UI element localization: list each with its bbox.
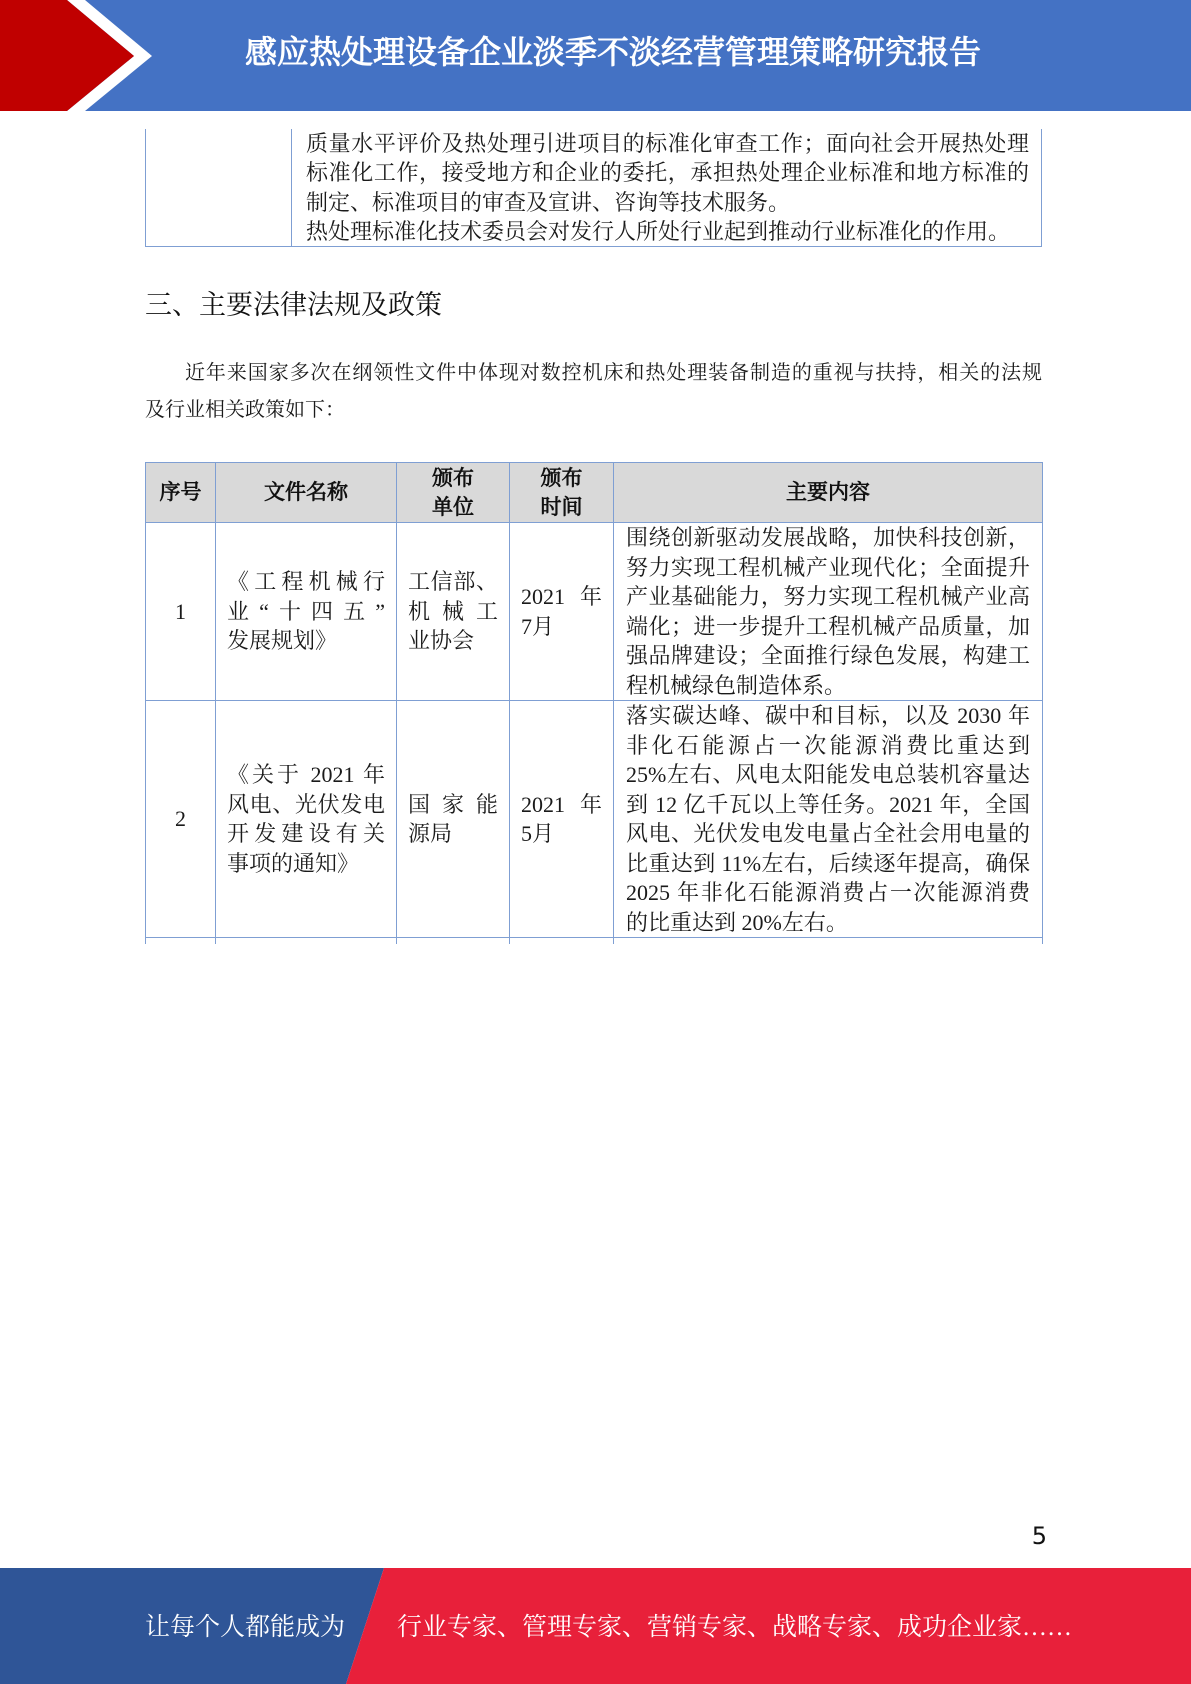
issuer-line: 工信部、 <box>408 569 498 595</box>
name-line: 业“十四五” <box>227 598 385 624</box>
name-line: 开发建设有关 <box>227 821 385 846</box>
cell-content <box>614 523 1043 701</box>
policy-table-body <box>146 523 1043 944</box>
table-continuation-stub <box>146 938 1043 944</box>
issuer-line: 业协会 <box>408 628 475 654</box>
content-line: 25%左右、风电太阳能发电总装机容量达 <box>626 762 1030 787</box>
content-line: 端化；进一步提升工程机械产品质量，加 <box>626 613 1030 639</box>
intro-line: 近年来国家多次在纲领性文件中体现对数控机床和热处理装备制造的重视与扶持，相关的法规 <box>185 362 1042 384</box>
content-line: 风电、光伏发电发电量占全社会用电量的 <box>626 821 1030 846</box>
continued-table <box>145 129 1042 247</box>
intro-paragraph <box>145 355 1042 429</box>
header-label: 单位 <box>432 494 474 519</box>
name-line: 《工程机械行 <box>227 569 385 595</box>
header-cell-document-name <box>216 463 397 523</box>
stub-cell <box>614 938 1043 944</box>
name-line: 《关于 2021 年 <box>227 762 385 787</box>
header-cell-content <box>614 463 1043 523</box>
header-label: 主要内容 <box>786 480 870 504</box>
issuer-line: 国家能 <box>408 791 498 817</box>
stub-cell <box>146 938 216 944</box>
cell-issuer <box>397 701 510 938</box>
intro-line: 及行业相关政策如下： <box>145 399 345 421</box>
footer-banner <box>0 1568 1191 1684</box>
content-line: 2025 年非化石能源消费占一次能源消费 <box>626 880 1030 905</box>
report-title: 感应热处理设备企业淡季不淡经营管理策略研究报告 <box>245 33 982 71</box>
cell-date <box>510 523 614 701</box>
content-line: 到 12 亿千瓦以上等任务。2021 年，全国 <box>626 791 1030 817</box>
stub-cell <box>510 938 614 944</box>
header-label: 时间 <box>540 494 583 519</box>
date-line: 7月 <box>521 613 555 639</box>
header-label: 文件名称 <box>264 480 348 504</box>
header-label: 序号 <box>159 480 202 504</box>
date-line: 2021 年 <box>521 584 602 609</box>
cell-content <box>614 701 1043 938</box>
content-line: 围绕创新驱动发展战略，加快科技创新， <box>626 525 1030 550</box>
content-line: 非化石能源占一次能源消费比重达到 <box>626 732 1030 758</box>
table-header-row <box>146 463 1043 523</box>
header-cell-issuer <box>397 463 510 523</box>
issuer-line: 机械工 <box>408 598 498 624</box>
policy-table-head <box>146 463 1043 523</box>
header-label: 颁布 <box>432 465 474 490</box>
cell-issuer <box>397 523 510 701</box>
page-number: 5 <box>1031 1522 1047 1550</box>
cell-document-name <box>216 523 397 701</box>
continued-text-line: 热处理标准化技术委员会对发行人所处行业起到推动行业标准化的作用。 <box>306 218 1011 244</box>
cell-no: 1 <box>146 523 216 701</box>
header-cell-date <box>510 463 614 523</box>
stub-cell <box>216 938 397 944</box>
stub-cell <box>397 938 510 944</box>
content-line: 强品牌建设；全面推行绿色发展，构建工 <box>626 643 1030 668</box>
content-line: 努力实现工程机械产业现代化；全面提升 <box>626 554 1030 580</box>
section-heading: 三、主要法律法规及政策 <box>145 290 442 321</box>
header-cell-no <box>146 463 216 523</box>
content-line: 产业基础能力，努力实现工程机械产业高 <box>626 584 1030 609</box>
continued-text-line: 质量水平评价及热处理引进项目的标准化审查工作；面向社会开展热处理 <box>306 131 1029 156</box>
continued-text-line: 制定、标准项目的审查及宣讲、咨询等技术服务。 <box>306 189 791 215</box>
content-line: 比重达到 11%左右，后续逐年提高，确保 <box>626 850 1030 876</box>
date-line: 2021 年 <box>521 791 602 817</box>
cell-document-name <box>216 701 397 938</box>
continued-table-left-cell <box>146 129 292 246</box>
name-line: 发展规划》 <box>227 628 338 654</box>
table-row <box>146 701 1043 938</box>
name-line: 事项的通知》 <box>227 850 360 876</box>
header-label: 颁布 <box>540 465 583 490</box>
table-row <box>146 523 1043 701</box>
content-line: 程机械绿色制造体系。 <box>626 672 847 698</box>
name-line: 风电、光伏发电 <box>227 791 385 817</box>
date-line: 5月 <box>521 821 555 846</box>
continued-table-right-cell <box>306 129 1029 246</box>
policy-table <box>145 462 1043 944</box>
header-banner <box>0 0 1191 111</box>
footer-slogan-lead: 让每个人都能成为 <box>145 1614 346 1641</box>
cell-date <box>510 701 614 938</box>
continued-text-line: 标准化工作，接受地方和企业的委托，承担热处理企业标准和地方标准的 <box>306 160 1029 186</box>
issuer-line: 源局 <box>408 821 453 846</box>
content-line: 的比重达到 20%左右。 <box>626 909 848 935</box>
cell-no: 2 <box>146 701 216 938</box>
content-line: 落实碳达峰、碳中和目标，以及 2030 年 <box>626 703 1030 728</box>
footer-slogan-roles: 行业专家、管理专家、营销专家、战略专家、成功企业家…… <box>397 1614 1073 1641</box>
